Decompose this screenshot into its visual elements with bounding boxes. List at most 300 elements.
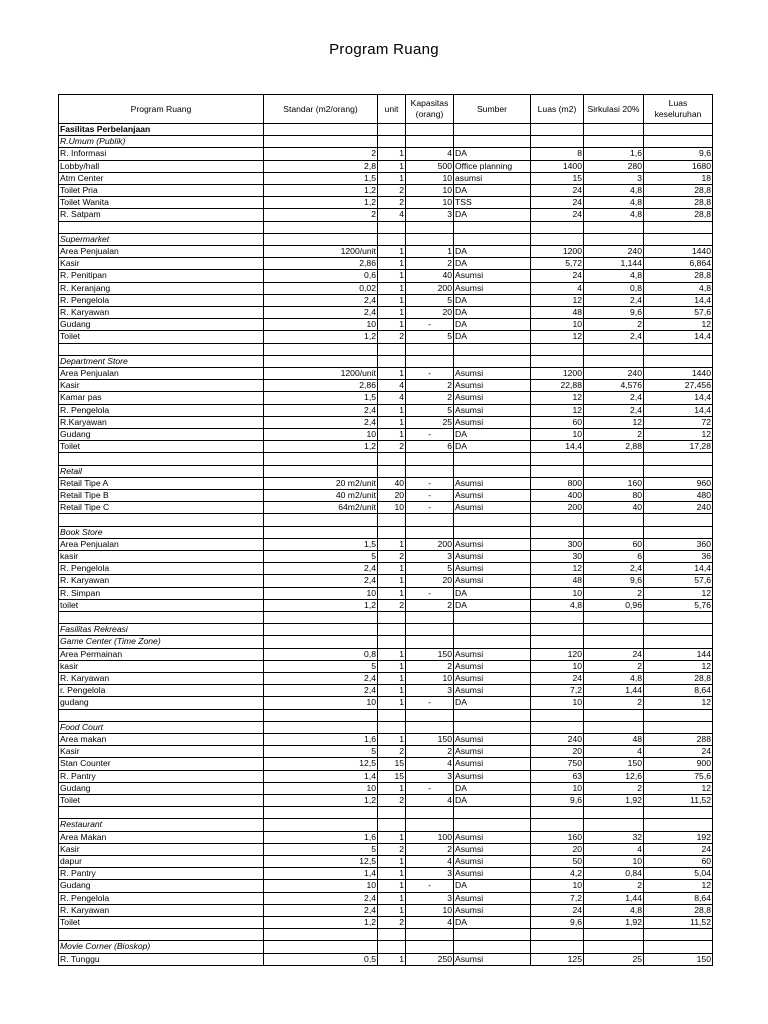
cell-program: Retail Tipe A <box>59 477 264 489</box>
cell-total: 75,6 <box>644 770 713 782</box>
cell-sirkulasi <box>584 355 644 367</box>
cell-unit <box>378 807 406 819</box>
cell-standar <box>264 526 378 538</box>
cell-program: Fasilitas Rekreasi <box>59 624 264 636</box>
table-body <box>59 124 713 966</box>
cell-program: Retail <box>59 465 264 477</box>
cell-total: 11,52 <box>644 917 713 929</box>
table-row <box>59 392 713 404</box>
cell-sumber: Asumsi <box>454 368 531 380</box>
cell-luas: 14,4 <box>531 441 584 453</box>
cell-total: 12 <box>644 660 713 672</box>
cell-kapasitas: - <box>406 368 454 380</box>
cell-sirkulasi: 1,44 <box>584 892 644 904</box>
cell-total: 5,04 <box>644 868 713 880</box>
cell-kapasitas: - <box>406 429 454 441</box>
cell-program: R. Pengelola <box>59 892 264 904</box>
cell-total: 150 <box>644 953 713 965</box>
cell-sirkulasi <box>584 514 644 526</box>
cell-kapasitas: 10 <box>406 904 454 916</box>
cell-kapasitas: 2 <box>406 258 454 270</box>
cell-kapasitas <box>406 709 454 721</box>
cell-standar: 2 <box>264 148 378 160</box>
cell-sirkulasi: 150 <box>584 758 644 770</box>
cell-luas <box>531 636 584 648</box>
cell-total <box>644 233 713 245</box>
table-row <box>59 429 713 441</box>
cell-kapasitas: 2 <box>406 746 454 758</box>
cell-standar: 10 <box>264 319 378 331</box>
cell-total: 27,456 <box>644 380 713 392</box>
cell-program <box>59 612 264 624</box>
cell-unit: 1 <box>378 782 406 794</box>
cell-program: R. Pengelola <box>59 294 264 306</box>
cell-total: 9,6 <box>644 148 713 160</box>
table-row <box>59 441 713 453</box>
cell-total: 14,4 <box>644 404 713 416</box>
cell-total <box>644 709 713 721</box>
cell-sumber: Asumsi <box>454 856 531 868</box>
cell-total: 144 <box>644 648 713 660</box>
table-row <box>59 917 713 929</box>
cell-unit: 1 <box>378 673 406 685</box>
cell-luas: 24 <box>531 673 584 685</box>
cell-kapasitas: 4 <box>406 856 454 868</box>
cell-kapasitas <box>406 941 454 953</box>
cell-program <box>59 709 264 721</box>
cell-total <box>644 355 713 367</box>
cell-luas <box>531 136 584 148</box>
cell-total: 57,6 <box>644 307 713 319</box>
cell-kapasitas: 10 <box>406 172 454 184</box>
cell-program: Toilet <box>59 331 264 343</box>
cell-kapasitas: 3 <box>406 892 454 904</box>
cell-program: Food Court <box>59 721 264 733</box>
cell-luas: 30 <box>531 551 584 563</box>
header-unit: unit <box>378 95 406 124</box>
cell-program <box>59 221 264 233</box>
cell-unit: 1 <box>378 270 406 282</box>
cell-sumber: DA <box>454 294 531 306</box>
cell-total <box>644 929 713 941</box>
cell-luas: 12 <box>531 392 584 404</box>
category-row <box>59 124 713 136</box>
cell-sumber: TSS <box>454 197 531 209</box>
table-row <box>59 477 713 489</box>
cell-standar <box>264 807 378 819</box>
cell-luas <box>531 624 584 636</box>
cell-unit: 1 <box>378 587 406 599</box>
cell-luas: 48 <box>531 575 584 587</box>
cell-program: Restaurant <box>59 819 264 831</box>
cell-total: 360 <box>644 538 713 550</box>
cell-sumber <box>454 136 531 148</box>
cell-unit: 1 <box>378 831 406 843</box>
cell-standar: 2,4 <box>264 294 378 306</box>
cell-program: R. Karyawan <box>59 307 264 319</box>
cell-sumber: Asumsi <box>454 392 531 404</box>
cell-luas: 24 <box>531 904 584 916</box>
cell-sumber <box>454 343 531 355</box>
cell-kapasitas <box>406 514 454 526</box>
section-row <box>59 721 713 733</box>
cell-program: R. Informasi <box>59 148 264 160</box>
cell-kapasitas <box>406 526 454 538</box>
cell-sumber: Asumsi <box>454 282 531 294</box>
cell-luas <box>531 612 584 624</box>
header-kapasitas: Kapasitas (orang) <box>406 95 454 124</box>
cell-luas: 10 <box>531 587 584 599</box>
cell-sumber: Asumsi <box>454 490 531 502</box>
cell-program: Toilet <box>59 441 264 453</box>
cell-standar: 1,2 <box>264 331 378 343</box>
cell-sirkulasi: 2,4 <box>584 331 644 343</box>
cell-standar: 2,4 <box>264 307 378 319</box>
cell-sirkulasi: 9,6 <box>584 575 644 587</box>
cell-sirkulasi <box>584 221 644 233</box>
cell-total: 240 <box>644 502 713 514</box>
cell-standar: 2,8 <box>264 160 378 172</box>
cell-luas: 12 <box>531 404 584 416</box>
cell-program: Area Penjualan <box>59 246 264 258</box>
table-row <box>59 502 713 514</box>
cell-luas <box>531 124 584 136</box>
cell-unit: 1 <box>378 563 406 575</box>
cell-sirkulasi: 4,8 <box>584 904 644 916</box>
cell-unit: 4 <box>378 209 406 221</box>
cell-total <box>644 526 713 538</box>
cell-standar: 1,2 <box>264 795 378 807</box>
cell-sumber: Asumsi <box>454 404 531 416</box>
cell-standar <box>264 465 378 477</box>
cell-luas <box>531 233 584 245</box>
cell-kapasitas: - <box>406 502 454 514</box>
cell-kapasitas <box>406 624 454 636</box>
cell-kapasitas: 10 <box>406 197 454 209</box>
cell-kapasitas: - <box>406 587 454 599</box>
cell-sirkulasi: 240 <box>584 368 644 380</box>
cell-sumber: DA <box>454 697 531 709</box>
cell-program: R. Simpan <box>59 587 264 599</box>
cell-sirkulasi <box>584 526 644 538</box>
cell-unit <box>378 124 406 136</box>
cell-total <box>644 221 713 233</box>
cell-kapasitas <box>406 612 454 624</box>
table-row <box>59 563 713 575</box>
cell-program: Stan Counter <box>59 758 264 770</box>
cell-kapasitas <box>406 355 454 367</box>
cell-sumber <box>454 355 531 367</box>
cell-total: 14,4 <box>644 392 713 404</box>
cell-kapasitas: 3 <box>406 868 454 880</box>
header-row <box>59 95 713 124</box>
cell-standar: 1,2 <box>264 917 378 929</box>
section-row <box>59 636 713 648</box>
cell-luas: 4 <box>531 282 584 294</box>
cell-sumber <box>454 124 531 136</box>
cell-total: 28,8 <box>644 197 713 209</box>
table-row <box>59 758 713 770</box>
cell-sirkulasi: 60 <box>584 538 644 550</box>
cell-total: 14,4 <box>644 331 713 343</box>
cell-luas <box>531 526 584 538</box>
cell-sumber: Asumsi <box>454 770 531 782</box>
blank-row <box>59 709 713 721</box>
cell-sirkulasi: 32 <box>584 831 644 843</box>
cell-sirkulasi: 40 <box>584 502 644 514</box>
cell-standar: 1,2 <box>264 197 378 209</box>
cell-luas: 24 <box>531 197 584 209</box>
cell-luas: 240 <box>531 734 584 746</box>
cell-kapasitas: 6 <box>406 441 454 453</box>
cell-sumber <box>454 929 531 941</box>
cell-kapasitas: 2 <box>406 392 454 404</box>
table-row <box>59 404 713 416</box>
cell-sumber: DA <box>454 429 531 441</box>
cell-kapasitas: 2 <box>406 380 454 392</box>
cell-sirkulasi <box>584 453 644 465</box>
cell-standar <box>264 941 378 953</box>
cell-sumber <box>454 636 531 648</box>
cell-program: Book Store <box>59 526 264 538</box>
cell-sumber: DA <box>454 599 531 611</box>
cell-standar: 1,2 <box>264 441 378 453</box>
cell-luas: 300 <box>531 538 584 550</box>
cell-program: Area Makan <box>59 831 264 843</box>
cell-standar: 10 <box>264 697 378 709</box>
cell-kapasitas <box>406 819 454 831</box>
cell-luas: 22,88 <box>531 380 584 392</box>
cell-sirkulasi: 4 <box>584 746 644 758</box>
cell-unit <box>378 526 406 538</box>
section-row <box>59 465 713 477</box>
cell-kapasitas <box>406 636 454 648</box>
cell-standar: 1,4 <box>264 770 378 782</box>
cell-total: 24 <box>644 843 713 855</box>
cell-kapasitas: - <box>406 697 454 709</box>
cell-kapasitas <box>406 721 454 733</box>
header-sumber: Sumber <box>454 95 531 124</box>
cell-unit: 2 <box>378 185 406 197</box>
table-row <box>59 209 713 221</box>
cell-sirkulasi: 4,8 <box>584 197 644 209</box>
cell-total <box>644 514 713 526</box>
cell-total: 1440 <box>644 246 713 258</box>
table-row <box>59 551 713 563</box>
cell-total: 12 <box>644 880 713 892</box>
cell-unit <box>378 221 406 233</box>
cell-total: 12 <box>644 587 713 599</box>
cell-sumber: DA <box>454 587 531 599</box>
cell-unit: 1 <box>378 282 406 294</box>
cell-sumber: DA <box>454 307 531 319</box>
cell-sirkulasi <box>584 636 644 648</box>
cell-kapasitas <box>406 136 454 148</box>
cell-standar <box>264 514 378 526</box>
cell-unit: 4 <box>378 380 406 392</box>
cell-program: Toilet Pria <box>59 185 264 197</box>
cell-sirkulasi: 2 <box>584 587 644 599</box>
cell-sirkulasi: 24 <box>584 648 644 660</box>
cell-unit <box>378 355 406 367</box>
cell-luas: 20 <box>531 843 584 855</box>
cell-luas: 24 <box>531 185 584 197</box>
cell-total: 192 <box>644 831 713 843</box>
cell-sirkulasi <box>584 709 644 721</box>
cell-program <box>59 929 264 941</box>
cell-sirkulasi <box>584 124 644 136</box>
cell-sumber <box>454 221 531 233</box>
cell-program: R. Pengelola <box>59 404 264 416</box>
cell-sirkulasi: 2,4 <box>584 563 644 575</box>
cell-program: kasir <box>59 660 264 672</box>
blank-row <box>59 612 713 624</box>
cell-sirkulasi <box>584 343 644 355</box>
cell-total: 72 <box>644 416 713 428</box>
cell-kapasitas: 25 <box>406 416 454 428</box>
cell-program: Atm Center <box>59 172 264 184</box>
cell-luas: 10 <box>531 697 584 709</box>
cell-standar <box>264 233 378 245</box>
cell-sumber: Asumsi <box>454 551 531 563</box>
cell-standar: 2,4 <box>264 904 378 916</box>
cell-luas <box>531 929 584 941</box>
cell-kapasitas: 3 <box>406 685 454 697</box>
cell-sumber <box>454 514 531 526</box>
cell-standar: 2,4 <box>264 416 378 428</box>
cell-sumber: Asumsi <box>454 538 531 550</box>
cell-sumber: Asumsi <box>454 734 531 746</box>
cell-sumber <box>454 941 531 953</box>
cell-standar: 2,4 <box>264 575 378 587</box>
cell-sirkulasi: 2 <box>584 319 644 331</box>
cell-program: Movie Corner (Bioskop) <box>59 941 264 953</box>
cell-luas: 160 <box>531 831 584 843</box>
cell-unit: 10 <box>378 502 406 514</box>
cell-kapasitas: 5 <box>406 331 454 343</box>
cell-sirkulasi: 25 <box>584 953 644 965</box>
cell-kapasitas <box>406 221 454 233</box>
cell-luas <box>531 941 584 953</box>
cell-luas <box>531 807 584 819</box>
cell-kapasitas: 5 <box>406 563 454 575</box>
table-row <box>59 734 713 746</box>
cell-sumber: Asumsi <box>454 673 531 685</box>
cell-standar: 64m2/unit <box>264 502 378 514</box>
cell-sumber <box>454 819 531 831</box>
cell-sumber <box>454 721 531 733</box>
cell-total: 28,8 <box>644 209 713 221</box>
cell-luas: 750 <box>531 758 584 770</box>
cell-luas: 9,6 <box>531 917 584 929</box>
cell-program: Area Permainan <box>59 648 264 660</box>
cell-unit: 15 <box>378 758 406 770</box>
page-title: Program Ruang <box>329 41 439 58</box>
cell-luas: 7,2 <box>531 892 584 904</box>
cell-sumber <box>454 807 531 819</box>
cell-unit: 1 <box>378 404 406 416</box>
cell-standar: 1,2 <box>264 185 378 197</box>
cell-kapasitas: 3 <box>406 209 454 221</box>
cell-program: dapur <box>59 856 264 868</box>
cell-sumber: Asumsi <box>454 648 531 660</box>
cell-standar: 5 <box>264 660 378 672</box>
cell-sumber: Asumsi <box>454 904 531 916</box>
cell-unit: 1 <box>378 172 406 184</box>
cell-total: 1440 <box>644 368 713 380</box>
cell-kapasitas: 3 <box>406 770 454 782</box>
cell-unit <box>378 929 406 941</box>
section-row <box>59 233 713 245</box>
section-row <box>59 355 713 367</box>
cell-sumber <box>454 624 531 636</box>
cell-kapasitas: 20 <box>406 307 454 319</box>
cell-sirkulasi <box>584 465 644 477</box>
cell-kapasitas: 5 <box>406 294 454 306</box>
cell-total: 12 <box>644 319 713 331</box>
cell-sirkulasi <box>584 136 644 148</box>
cell-luas <box>531 819 584 831</box>
table-row <box>59 490 713 502</box>
cell-sirkulasi: 6 <box>584 551 644 563</box>
cell-sumber: asumsi <box>454 172 531 184</box>
cell-unit: 1 <box>378 953 406 965</box>
cell-standar: 1,4 <box>264 868 378 880</box>
cell-luas: 10 <box>531 782 584 794</box>
cell-total <box>644 465 713 477</box>
table-row <box>59 270 713 282</box>
cell-kapasitas: 150 <box>406 648 454 660</box>
blank-row <box>59 929 713 941</box>
cell-unit: 4 <box>378 392 406 404</box>
cell-kapasitas <box>406 807 454 819</box>
cell-program: R. Penitipan <box>59 270 264 282</box>
cell-sirkulasi <box>584 941 644 953</box>
cell-unit <box>378 636 406 648</box>
cell-kapasitas: 4 <box>406 795 454 807</box>
cell-sumber <box>454 453 531 465</box>
cell-sirkulasi: 2 <box>584 660 644 672</box>
cell-unit: 1 <box>378 660 406 672</box>
cell-sumber <box>454 233 531 245</box>
cell-total: 57,6 <box>644 575 713 587</box>
cell-kapasitas: - <box>406 782 454 794</box>
cell-unit: 1 <box>378 148 406 160</box>
cell-sumber: Asumsi <box>454 416 531 428</box>
cell-standar <box>264 709 378 721</box>
cell-standar <box>264 612 378 624</box>
table-row <box>59 258 713 270</box>
cell-unit: 1 <box>378 697 406 709</box>
cell-sumber: Asumsi <box>454 953 531 965</box>
cell-kapasitas: - <box>406 880 454 892</box>
table-row <box>59 282 713 294</box>
cell-unit: 1 <box>378 319 406 331</box>
blank-row <box>59 514 713 526</box>
cell-standar: 2,4 <box>264 673 378 685</box>
cell-sirkulasi: 48 <box>584 734 644 746</box>
cell-luas: 10 <box>531 429 584 441</box>
cell-unit: 1 <box>378 575 406 587</box>
cell-unit: 2 <box>378 843 406 855</box>
cell-sumber: Asumsi <box>454 575 531 587</box>
cell-kapasitas: 10 <box>406 673 454 685</box>
cell-unit: 1 <box>378 246 406 258</box>
cell-sumber: Asumsi <box>454 477 531 489</box>
cell-program: kasir <box>59 551 264 563</box>
cell-standar <box>264 453 378 465</box>
cell-program: toilet <box>59 599 264 611</box>
